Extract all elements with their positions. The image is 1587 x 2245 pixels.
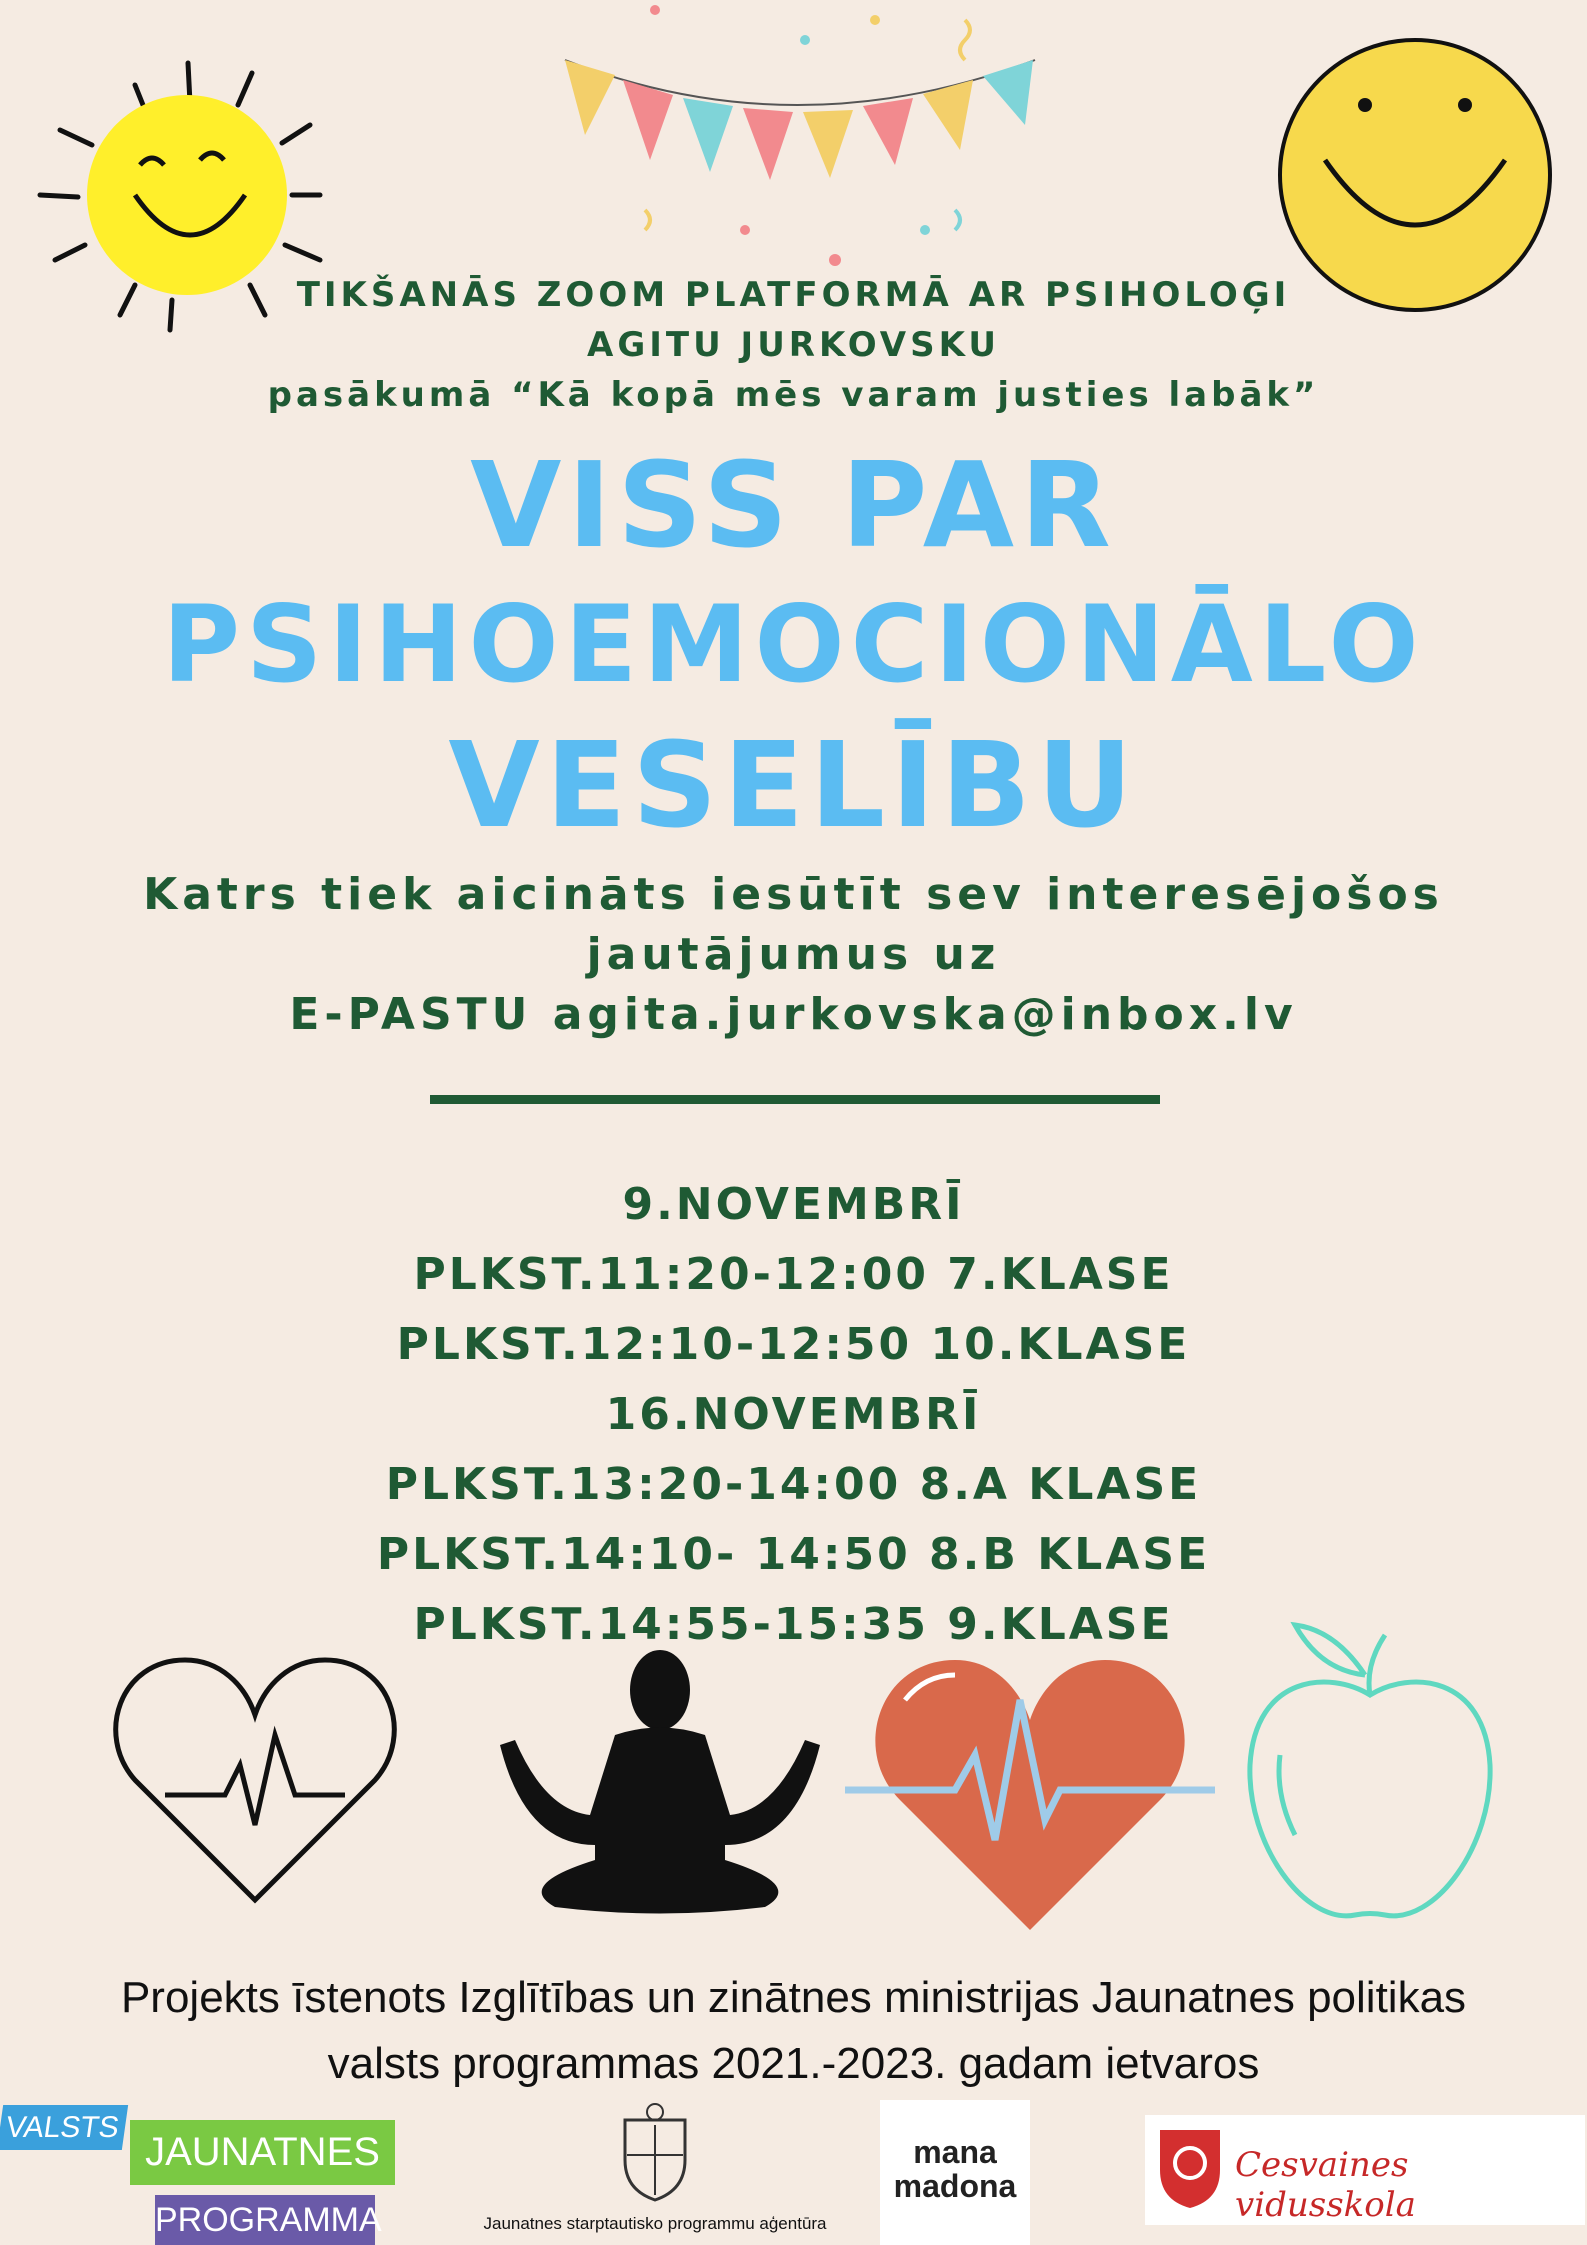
madona-line-2: madona: [893, 2168, 1017, 2204]
jaunatnes-programma-logo: [0, 2100, 400, 2245]
invitation-text: [0, 865, 1587, 1045]
schedule-item: PLKST.14:55-15:35 9.KLASE: [413, 1599, 1174, 1650]
invite-line-2: jautājumus uz: [586, 929, 1001, 980]
footer-line-2: valsts programmas 2021.-2023. gadam ietvaros: [327, 2039, 1260, 2088]
title-line-2: PSIHOEMOCIONĀLO: [162, 583, 1425, 706]
invite-email-line: E-PASTU agita.jurkovska@inbox.lv: [289, 989, 1298, 1040]
mana-madona-logo: [880, 2100, 1030, 2245]
school-name: Cesvaines vidusskola: [1235, 2145, 1416, 2225]
cesvaine-school-logo: [1145, 2115, 1585, 2225]
intro-line-2: AGITU JURKOVSKU: [587, 325, 1000, 365]
footer-line-1: Projekts īstenots Izglītības un zinātnes ministrijas Jaunatnes politikas: [120, 1973, 1467, 2022]
agency-name: Jaunatnes starptautisko programmu aģentūra: [483, 2214, 827, 2233]
bunting-decoration: [545, 0, 1045, 290]
schedule-item: 16.NOVEMBRĪ: [605, 1389, 982, 1440]
apple-icon: [1235, 1615, 1505, 1935]
schedule-item: PLKST.11:20-12:00 7.KLASE: [413, 1249, 1174, 1300]
logo-valsts: VALSTS: [0, 2105, 128, 2150]
title-line-3: VESELĪBU: [448, 716, 1139, 854]
coat-of-arms-icon: [605, 2100, 705, 2210]
divider: [430, 1095, 1160, 1104]
intro-line-3: pasākumā “Kā kopā mēs varam justies labāk”: [267, 375, 1320, 415]
footer-text: [0, 1965, 1587, 2097]
schedule-item: 9.NOVEMBRĪ: [622, 1179, 965, 1230]
schedule-item: PLKST.12:10-12:50 10.KLASE: [396, 1319, 1191, 1370]
school-emblem-icon: [1155, 2125, 1225, 2210]
heart-pulse-outline-icon: [105, 1640, 405, 1910]
logo-programma: PROGRAMMA: [155, 2195, 375, 2245]
meditation-figure-icon: [475, 1645, 845, 1915]
schedule-item: PLKST.13:20-14:00 8.A KLASE: [385, 1459, 1202, 1510]
schedule: [0, 1170, 1587, 1660]
page-title: [0, 435, 1587, 855]
intro-line-1: TIKŠANĀS ZOOM PLATFORMĀ AR PSIHOLOĢI: [296, 275, 1291, 315]
agency-logo: [440, 2100, 870, 2245]
heart-heartbeat-icon: [845, 1640, 1215, 1940]
madona-line-1: mana: [913, 2134, 997, 2170]
title-line-1: VISS PAR: [470, 436, 1117, 574]
invite-line-1: Katrs tiek aicināts iesūtīt sev interesējošos: [143, 869, 1444, 920]
schedule-item: PLKST.14:10- 14:50 8.B KLASE: [376, 1529, 1211, 1580]
intro-text: [0, 270, 1587, 420]
logo-jaunatnes: JAUNATNES: [130, 2120, 395, 2185]
